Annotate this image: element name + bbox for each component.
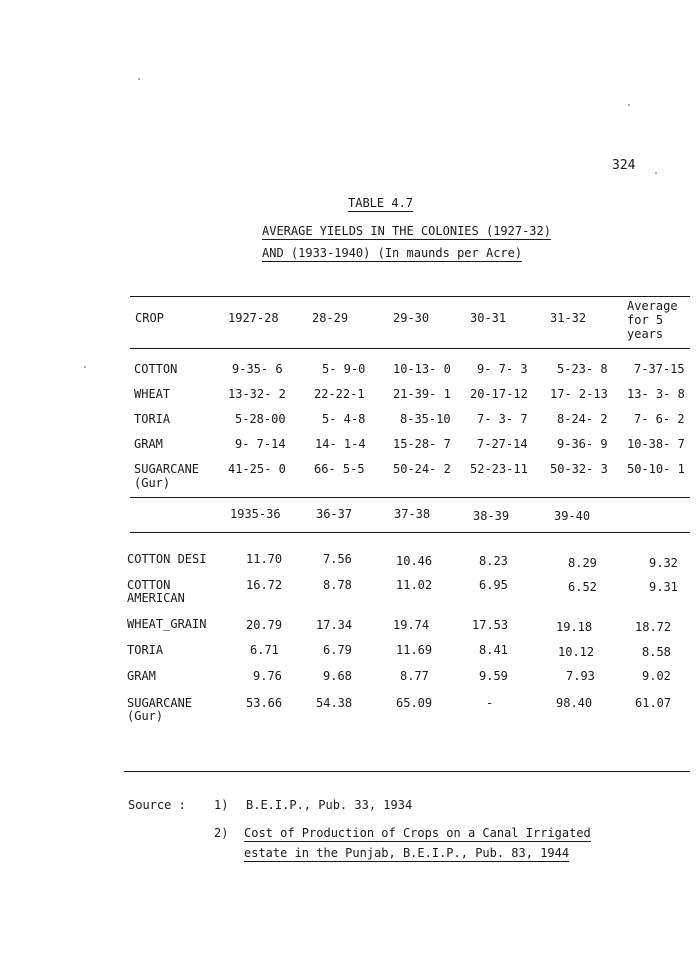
table-cell: 9-35- 6 <box>232 362 283 376</box>
header-crop: CROP <box>135 311 164 325</box>
table-cell: 20-17-12 <box>470 387 528 401</box>
source-label: Source : <box>128 798 186 812</box>
table-cell: 50-32- 3 <box>550 462 608 476</box>
table-cell: 5- 9-0 <box>322 362 366 376</box>
row-crop-label: GRAM <box>127 669 156 683</box>
table-cell: 9- 7-14 <box>235 437 286 451</box>
source-item-number: 2) <box>214 826 229 840</box>
table-title: TABLE 4.7 <box>348 196 414 210</box>
source-item-text-continued: estate in the Punjab, B.E.I.P., Pub. 83, 1944 <box>244 846 570 860</box>
table-cell: 21-39- 1 <box>393 387 451 401</box>
header-39-40: 39-40 <box>554 509 591 523</box>
table-cell: 10-38- 7 <box>627 437 685 451</box>
header-average-line-3: years <box>627 327 664 341</box>
table-cell: 13- 3- 8 <box>627 387 685 401</box>
table-cell: 8.78 <box>323 578 352 592</box>
table-cell: 11.69 <box>396 643 433 657</box>
table-cell: 17.34 <box>316 618 353 632</box>
part1-bottom-rule <box>130 497 690 498</box>
table-cell: 7- 3- 7 <box>477 412 528 426</box>
part2-header-bottom-rule <box>130 532 690 533</box>
source-item-text: Cost of Production of Crops on a Canal Irrigated <box>244 826 591 840</box>
table-cell: 20.79 <box>246 618 283 632</box>
row-crop-label: TORIA <box>127 643 164 657</box>
table-cell: 50-24- 2 <box>393 462 451 476</box>
header-average-line-2: for 5 <box>627 313 664 327</box>
scan-speck <box>655 172 657 174</box>
table-cell: 8.58 <box>642 645 671 659</box>
scan-speck <box>138 78 140 80</box>
header-1927-28: 1927-28 <box>228 311 279 325</box>
table-cell: 11.70 <box>246 552 283 566</box>
table-cell: 5- 4-8 <box>322 412 366 426</box>
table-subtitle-line-1: AVERAGE YIELDS IN THE COLONIES (1927-32) <box>262 224 551 238</box>
table-cell: 8.41 <box>479 643 508 657</box>
table-cell: 9.59 <box>479 669 508 683</box>
table-cell: 52-23-11 <box>470 462 528 476</box>
row-crop-label: COTTON <box>127 578 171 592</box>
source-item-number: 1) <box>214 798 229 812</box>
table-cell: 17- 2-13 <box>550 387 608 401</box>
row-crop-label: SUGARCANE <box>134 462 200 476</box>
header-30-31: 30-31 <box>470 311 507 325</box>
table-cell: 41-25- 0 <box>228 462 286 476</box>
row-crop-label: TORIA <box>134 412 171 426</box>
row-crop-label: COTTON <box>134 362 178 376</box>
table-cell: 9-36- 9 <box>557 437 608 451</box>
table-cell: 19.18 <box>556 620 593 634</box>
table-cell: 9.68 <box>323 669 352 683</box>
table-cell: 19.74 <box>393 618 430 632</box>
table-cell: 5-23- 8 <box>557 362 608 376</box>
table-cell: 17.53 <box>472 618 509 632</box>
table-cell: 6.71 <box>250 643 279 657</box>
table-cell: 9.02 <box>642 669 671 683</box>
table-cell: 14- 1-4 <box>315 437 366 451</box>
table-cell: 6.52 <box>568 580 597 594</box>
table-cell: 9.31 <box>649 580 678 594</box>
scan-speck <box>84 366 86 368</box>
row-crop-sublabel: (Gur) <box>127 709 164 723</box>
table-cell: 65.09 <box>396 696 433 710</box>
header-bottom-rule <box>130 348 690 349</box>
table-bottom-rule <box>124 771 690 772</box>
table-cell: 7.93 <box>566 669 595 683</box>
table-cell: - <box>486 696 494 710</box>
table-cell: 50-10- 1 <box>627 462 685 476</box>
table-cell: 7-27-14 <box>477 437 528 451</box>
row-crop-label: WHEAT_GRAIN <box>127 617 207 631</box>
header-28-29: 28-29 <box>312 311 349 325</box>
table-cell: 9.32 <box>649 556 678 570</box>
table-cell: 10.12 <box>558 645 595 659</box>
table-cell: 13-32- 2 <box>228 387 286 401</box>
table-cell: 98.40 <box>556 696 593 710</box>
row-crop-label: GRAM <box>134 437 163 451</box>
table-cell: 10-13- 0 <box>393 362 451 376</box>
row-crop-label: COTTON DESI <box>127 552 207 566</box>
table-cell: 54.38 <box>316 696 353 710</box>
table-subtitle-line-2: AND (1933-1940) (In maunds per Acre) <box>262 246 523 260</box>
table-cell: 15-28- 7 <box>393 437 451 451</box>
row-crop-label: SUGARCANE <box>127 696 193 710</box>
header-29-30: 29-30 <box>393 311 430 325</box>
table-cell: 10.46 <box>396 554 433 568</box>
table-cell: 7-37-15 <box>634 362 685 376</box>
source-item-text: B.E.I.P., Pub. 33, 1934 <box>246 798 413 812</box>
table-cell: 8-24- 2 <box>557 412 608 426</box>
table-cell: 6.95 <box>479 578 508 592</box>
header-36-37: 36-37 <box>316 507 353 521</box>
table-cell: 8.77 <box>400 669 429 683</box>
header-average-line-1: Average <box>627 299 678 313</box>
table-cell: 22-22-1 <box>314 387 365 401</box>
table-cell: 5-28-00 <box>235 412 286 426</box>
table-cell: 6.79 <box>323 643 352 657</box>
header-37-38: 37-38 <box>394 507 431 521</box>
table-cell: 8.23 <box>479 554 508 568</box>
table-cell: 7- 6- 2 <box>634 412 685 426</box>
table-cell: 61.07 <box>635 696 672 710</box>
row-crop-sublabel: AMERICAN <box>127 591 185 605</box>
table-cell: 9- 7- 3 <box>477 362 528 376</box>
table-top-rule <box>130 296 690 297</box>
table-cell: 8-35-10 <box>400 412 451 426</box>
table-cell: 16.72 <box>246 578 283 592</box>
row-crop-label: WHEAT <box>134 387 171 401</box>
table-cell: 11.02 <box>396 578 433 592</box>
table-cell: 7.56 <box>323 552 352 566</box>
table-cell: 53.66 <box>246 696 283 710</box>
page-number: 324 <box>612 158 636 173</box>
header-31-32: 31-32 <box>550 311 587 325</box>
scan-speck <box>628 104 630 106</box>
table-cell: 66- 5-5 <box>314 462 365 476</box>
table-cell: 18.72 <box>635 620 672 634</box>
table-cell: 9.76 <box>253 669 282 683</box>
row-crop-sublabel: (Gur) <box>134 476 171 490</box>
header-1935-36: 1935-36 <box>230 507 281 521</box>
header-38-39: 38-39 <box>473 509 510 523</box>
table-cell: 8.29 <box>568 556 597 570</box>
